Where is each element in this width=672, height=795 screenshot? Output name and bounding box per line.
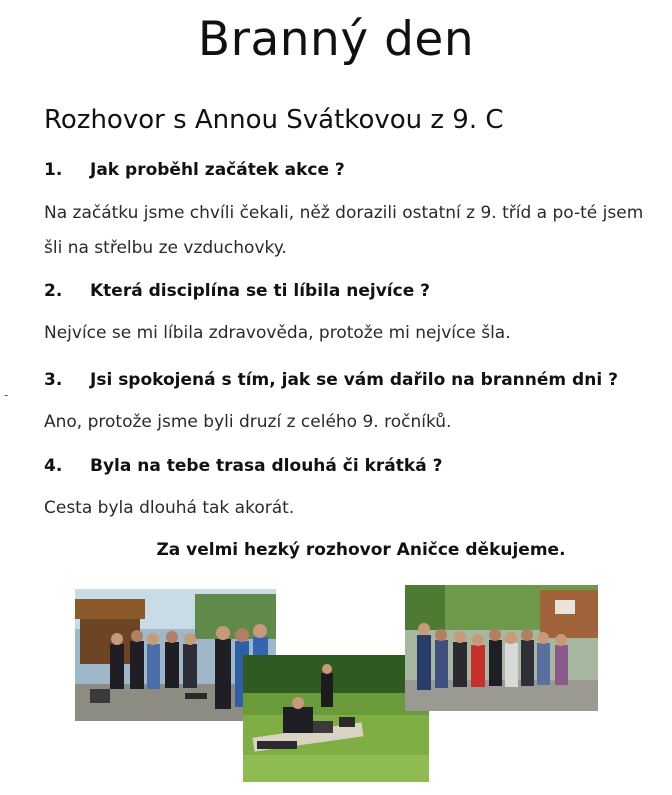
- answer-4: Cesta byla dlouhá tak akorát.: [44, 498, 295, 518]
- question-number: 3.: [44, 370, 63, 390]
- question-4: [44, 453, 442, 479]
- question-number: 4.: [44, 456, 63, 476]
- margin-mark: -: [4, 388, 9, 402]
- question-number: 1.: [44, 160, 63, 180]
- answer-2: Nejvíce se mi líbila zdravověda, protože mi nejvíce šla.: [44, 323, 511, 343]
- question-text: Byla na tebe trasa dlouhá či krátká ?: [90, 456, 443, 476]
- question-2: [44, 278, 430, 304]
- question-number: 2.: [44, 281, 63, 301]
- thanks-line: Za velmi hezký rozhovor Aničce děkujeme.: [156, 540, 566, 560]
- students-group-photo-right: [405, 585, 598, 711]
- question-text: Jak proběhl začátek akce ?: [90, 160, 345, 180]
- question-3: [44, 367, 618, 393]
- page-title: Branný den: [197, 12, 475, 67]
- question-text: Která disciplína se ti líbila nejvíce ?: [90, 281, 430, 301]
- question-1: [44, 157, 345, 183]
- interview-subtitle: Rozhovor s Annou Svátkovou z 9. C: [44, 105, 504, 135]
- first-aid-practice-photo: [243, 655, 429, 782]
- answer-1: Na začátku jsme chvíli čekali, něž dorazili ostatní z 9. tříd a po-té jsem šli na střelbu ze vzduchovky.: [44, 203, 644, 258]
- answer-3: Ano, protože jsme byli druzí z celého 9. ročníků.: [44, 412, 452, 432]
- question-text: Jsi spokojená s tím, jak se vám dařilo na branném dni ?: [90, 370, 618, 390]
